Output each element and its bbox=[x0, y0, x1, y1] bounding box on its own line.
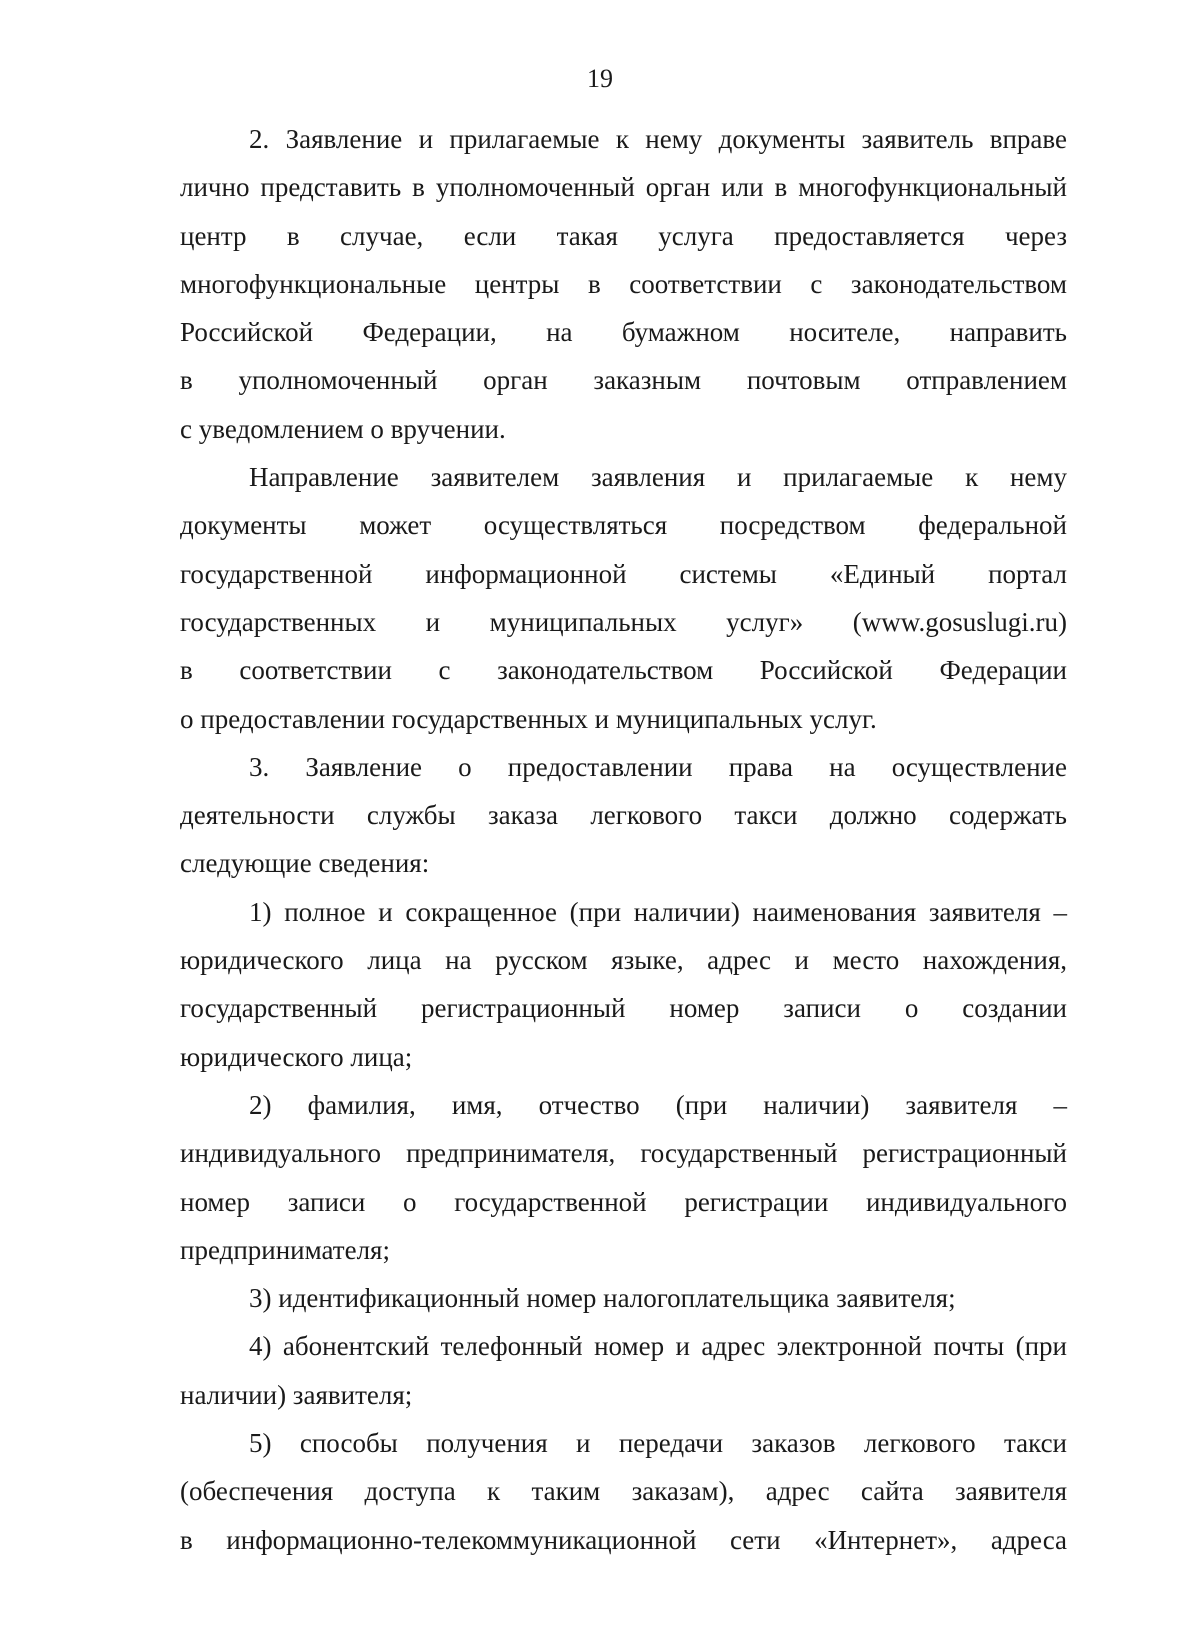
paragraph bbox=[180, 115, 1067, 453]
paragraph-line: 3. Заявление о предоставлении права на осуществление bbox=[249, 751, 1067, 782]
paragraph-line: центр в случае, если такая услуга предоставляется через bbox=[180, 220, 1067, 251]
paragraph-line: индивидуального предпринимателя, государственный регистрационный bbox=[180, 1138, 1067, 1169]
paragraph-line: государственной информационной системы «Единый портал bbox=[180, 558, 1067, 589]
paragraph-line: 2. Заявление и прилагаемые к нему документы заявитель вправе bbox=[249, 124, 1067, 154]
paragraph-line: государственный регистрационный номер записи о создании bbox=[180, 993, 1067, 1024]
paragraph-line: 5) способы получения и передачи заказов легкового такси bbox=[249, 1428, 1067, 1459]
page-number: 19 bbox=[587, 64, 613, 93]
paragraph-line: 3) идентификационный номер налогоплательщика заявителя; bbox=[249, 1283, 956, 1314]
paragraph bbox=[180, 888, 1067, 1081]
paragraph-line: лично представить в уполномоченный орган или в многофункциональный bbox=[180, 172, 1067, 203]
paragraph bbox=[180, 1081, 1067, 1274]
paragraph bbox=[180, 1419, 1067, 1564]
paragraph-line: следующие сведения: bbox=[180, 848, 430, 879]
paragraph bbox=[180, 1322, 1067, 1419]
paragraph-line: 2) фамилия, имя, отчество (при наличии) заявителя – bbox=[249, 1089, 1067, 1120]
paragraph-line: о предоставлении государственных и муниципальных услуг. bbox=[180, 703, 877, 734]
paragraph-line: многофункциональные центры в соответствии с законодательством bbox=[180, 268, 1067, 299]
paragraph-line: Направление заявителем заявления и прилагаемые к нему bbox=[249, 462, 1067, 493]
paragraph-line: 1) полное и сокращенное (при наличии) наименования заявителя – bbox=[249, 896, 1067, 927]
document-body bbox=[180, 115, 1067, 1564]
paragraph-line: юридического лица на русском языке, адрес и место нахождения, bbox=[180, 945, 1067, 976]
paragraph-line: в информационно-телекоммуникационной сети «Интернет», адреса bbox=[180, 1524, 1067, 1555]
paragraph-line: документы может осуществляться посредством федеральной bbox=[180, 510, 1067, 541]
paragraph bbox=[180, 453, 1067, 743]
paragraph bbox=[180, 743, 1067, 888]
paragraph-line: наличии) заявителя; bbox=[180, 1379, 413, 1410]
paragraph-line: Российской Федерации, на бумажном носителе, направить bbox=[180, 317, 1067, 348]
paragraph-line: (обеспечения доступа к таким заказам), адрес сайта заявителя bbox=[180, 1476, 1067, 1507]
paragraph bbox=[180, 1274, 1067, 1322]
paragraph-line: в соответствии с законодательством Российской Федерации bbox=[180, 655, 1067, 686]
paragraph-line: номер записи о государственной регистрации индивидуального bbox=[180, 1186, 1067, 1217]
paragraph-line: юридического лица; bbox=[180, 1041, 413, 1072]
paragraph-line: предпринимателя; bbox=[180, 1234, 390, 1265]
paragraph-line: в уполномоченный орган заказным почтовым отправлением bbox=[180, 365, 1067, 396]
paragraph-line: с уведомлением о вручении. bbox=[180, 413, 506, 444]
paragraph-line: 4) абонентский телефонный номер и адрес электронной почты (при bbox=[249, 1331, 1067, 1362]
paragraph-line: государственных и муниципальных услуг» (www.gosuslugi.ru) bbox=[180, 606, 1067, 637]
paragraph-line: деятельности службы заказа легкового такси должно содержать bbox=[180, 800, 1067, 831]
